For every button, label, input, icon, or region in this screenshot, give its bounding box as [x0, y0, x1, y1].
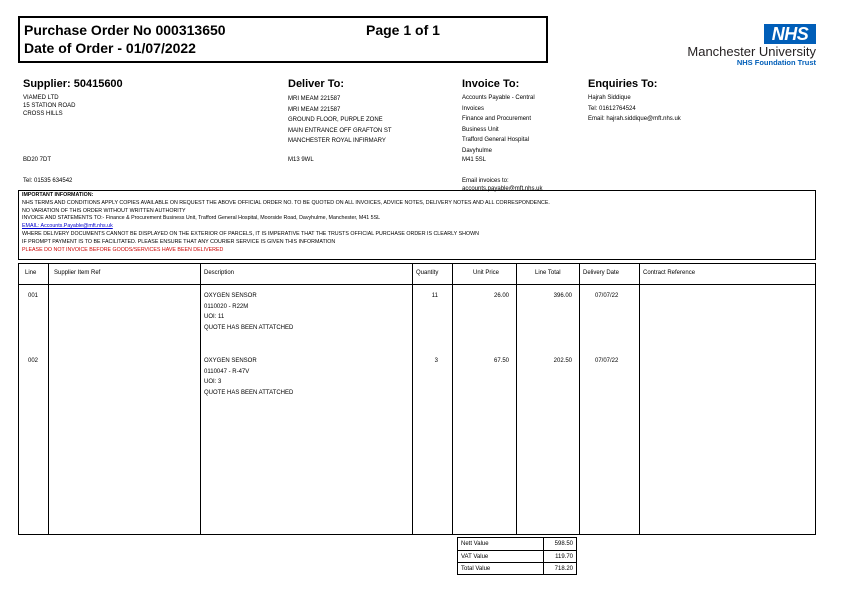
column-divider [516, 264, 517, 534]
row2-unit-price: 67.50 [493, 358, 509, 364]
net-value: 598.50 [554, 541, 573, 547]
net-value-row [458, 538, 576, 550]
row2-description [204, 357, 293, 399]
org-subtitle: NHS Foundation Trust [736, 58, 816, 67]
row2-line: 002 [28, 358, 39, 364]
address-line: 15 STATION ROAD [23, 103, 76, 109]
address-line: VIAMED LTD [23, 95, 59, 101]
address-line: Trafford General Hospital [462, 137, 530, 143]
column-divider [639, 264, 640, 534]
row1-quantity: 11 [431, 293, 438, 299]
deliver-postcode: M13 9WL [288, 157, 314, 163]
address-line: GROUND FLOOR, PURPLE ZONE [288, 117, 383, 123]
invoice-email-label: Email invoices to: [462, 178, 509, 184]
supplier-postcode: BD20 7DT [23, 157, 52, 163]
column-divider [200, 264, 201, 534]
th-unit-price: Unit Price [473, 270, 500, 276]
deliver-title: Deliver To: [288, 78, 345, 90]
supplier-title: Supplier: 50415600 [23, 78, 123, 90]
column-divider [579, 264, 580, 534]
important-line: NO VARIATION OF THIS ORDER WITHOUT WRITTEN AUTHORITY [22, 207, 186, 214]
desc-line: 0110047 - R-47V [204, 368, 250, 375]
header-divider [19, 284, 815, 285]
desc-line: QUOTE HAS BEEN ATTATCHED [204, 389, 294, 396]
th-description: Description [204, 270, 235, 276]
enquiries-contact [588, 94, 681, 126]
important-line: NHS TERMS AND CONDITIONS APPLY COPIES AVAILABLE ON REQUEST THE ABOVE OFFICIAL ORDER NO. TO BE QUOTED ON ALL INVOICES, ADVICE NOTES, DELIVERY NOTES AND ALL CORRESPONDENCE. [22, 199, 550, 206]
address-line: MANCHESTER ROYAL INFIRMARY [288, 138, 386, 144]
desc-line: UOI: 11 [204, 314, 225, 320]
address-line: CROSS HILLS [23, 111, 63, 117]
deliver-address [288, 94, 392, 147]
row1-line: 001 [28, 293, 39, 299]
vat-value: 119.70 [555, 554, 573, 560]
important-heading: IMPORTANT INFORMATION: [22, 192, 94, 198]
row1-delivery-date: 07/07/22 [595, 293, 619, 299]
column-divider [48, 264, 49, 534]
desc-line: UOI: 3 [204, 379, 222, 385]
contact-email[interactable]: Email: hajrah.siddique@mft.nhs.uk [588, 116, 681, 122]
contact-tel: Tel: 01612764524 [588, 105, 636, 112]
totals-box [457, 537, 577, 575]
th-quantity: Quantity [416, 270, 439, 276]
supplier-address [23, 94, 75, 118]
important-line: INVOICE AND STATEMENTS TO:- Finance & Procurement Business Unit, Trafford General Hospital, Moorside Road, Davyhulme, Manchester, M41 5SL [22, 215, 381, 222]
address-line: MAIN ENTRANCE OFF GRAFTON ST [288, 127, 392, 134]
invoice-postcode: M41 5SL [462, 157, 487, 163]
invoice-title: Invoice To: [462, 78, 520, 90]
address-line: Finance and Procurement [462, 116, 532, 122]
desc-line: OXYGEN SENSOR [204, 358, 257, 364]
po-header-box [18, 16, 548, 63]
address-line: Davyhulme [462, 147, 493, 154]
invoice-warning: PLEASE DO NOT INVOICE BEFORE GOODS/SERVICES HAVE BEEN DELIVERED [22, 246, 224, 253]
total-value-label: Total Value [461, 566, 491, 572]
accounts-email-link[interactable]: EMAIL: Accounts.Payable@mft.nhs.uk [22, 223, 113, 230]
th-line: Line [25, 270, 37, 276]
th-delivery-date: Delivery Date [583, 270, 620, 276]
total-value: 718.20 [554, 566, 573, 572]
enquiries-title: Enquiries To: [588, 78, 658, 90]
vat-value-label: VAT Value [461, 554, 489, 560]
desc-line: OXYGEN SENSOR [204, 293, 257, 299]
address-line: Invoices [462, 105, 485, 112]
desc-line: QUOTE HAS BEEN ATTATCHED [204, 324, 294, 331]
th-line-total: Line Total [535, 270, 561, 276]
po-number: Purchase Order No 000313650 [24, 22, 226, 38]
nhs-logo: NHS [764, 24, 816, 44]
total-value-row [458, 562, 576, 575]
address-line: Accounts Payable - Central [462, 95, 535, 101]
important-line: WHERE DELIVERY DOCUMENTS CANNOT BE DISPLAYED ON THE EXTERIOR OF PARCELS, IT IS IMPERATIVE THAT THE TRUSTS OFFICIAL PURCHASE ORDER IS CLEARLY SHOWN [22, 230, 479, 237]
column-divider [452, 264, 453, 534]
page-indicator: Page 1 of 1 [366, 22, 440, 38]
row2-quantity: 3 [434, 358, 438, 364]
invoice-email[interactable]: accounts.payable@mft.nhs.uk [462, 186, 543, 192]
important-information-box [18, 190, 816, 260]
supplier-tel: Tel: 01535 634542 [23, 178, 73, 184]
row1-description [204, 292, 293, 334]
address-line: MRI MEAM 221587 [288, 106, 341, 113]
order-date: Date of Order - 01/07/2022 [24, 40, 196, 56]
contact-name: Hajrah Siddique [588, 95, 631, 101]
address-line: MRI MEAM 221587 [288, 96, 341, 102]
row2-delivery-date: 07/07/22 [595, 358, 619, 364]
column-divider [412, 264, 413, 534]
invoice-address [462, 94, 535, 157]
desc-line: 0110020 - R22M [204, 303, 249, 310]
row2-line-total: 202.50 [553, 358, 572, 364]
th-contract-ref: Contract Reference [643, 270, 696, 276]
th-supplier-ref: Supplier Item Ref [54, 270, 101, 276]
row1-line-total: 396.00 [553, 293, 572, 299]
important-line: IF PROMPT PAYMENT IS TO BE FACILITATED. PLEASE ENSURE THAT ANY COURIER SERVICE IS GIVEN THIS INFORMATION [22, 238, 336, 245]
line-items-table [18, 263, 816, 535]
row1-unit-price: 26.00 [493, 293, 509, 299]
org-name: Manchester University [687, 44, 816, 59]
address-line: Business Unit [462, 126, 499, 133]
net-value-label: Nett Value [461, 541, 489, 547]
